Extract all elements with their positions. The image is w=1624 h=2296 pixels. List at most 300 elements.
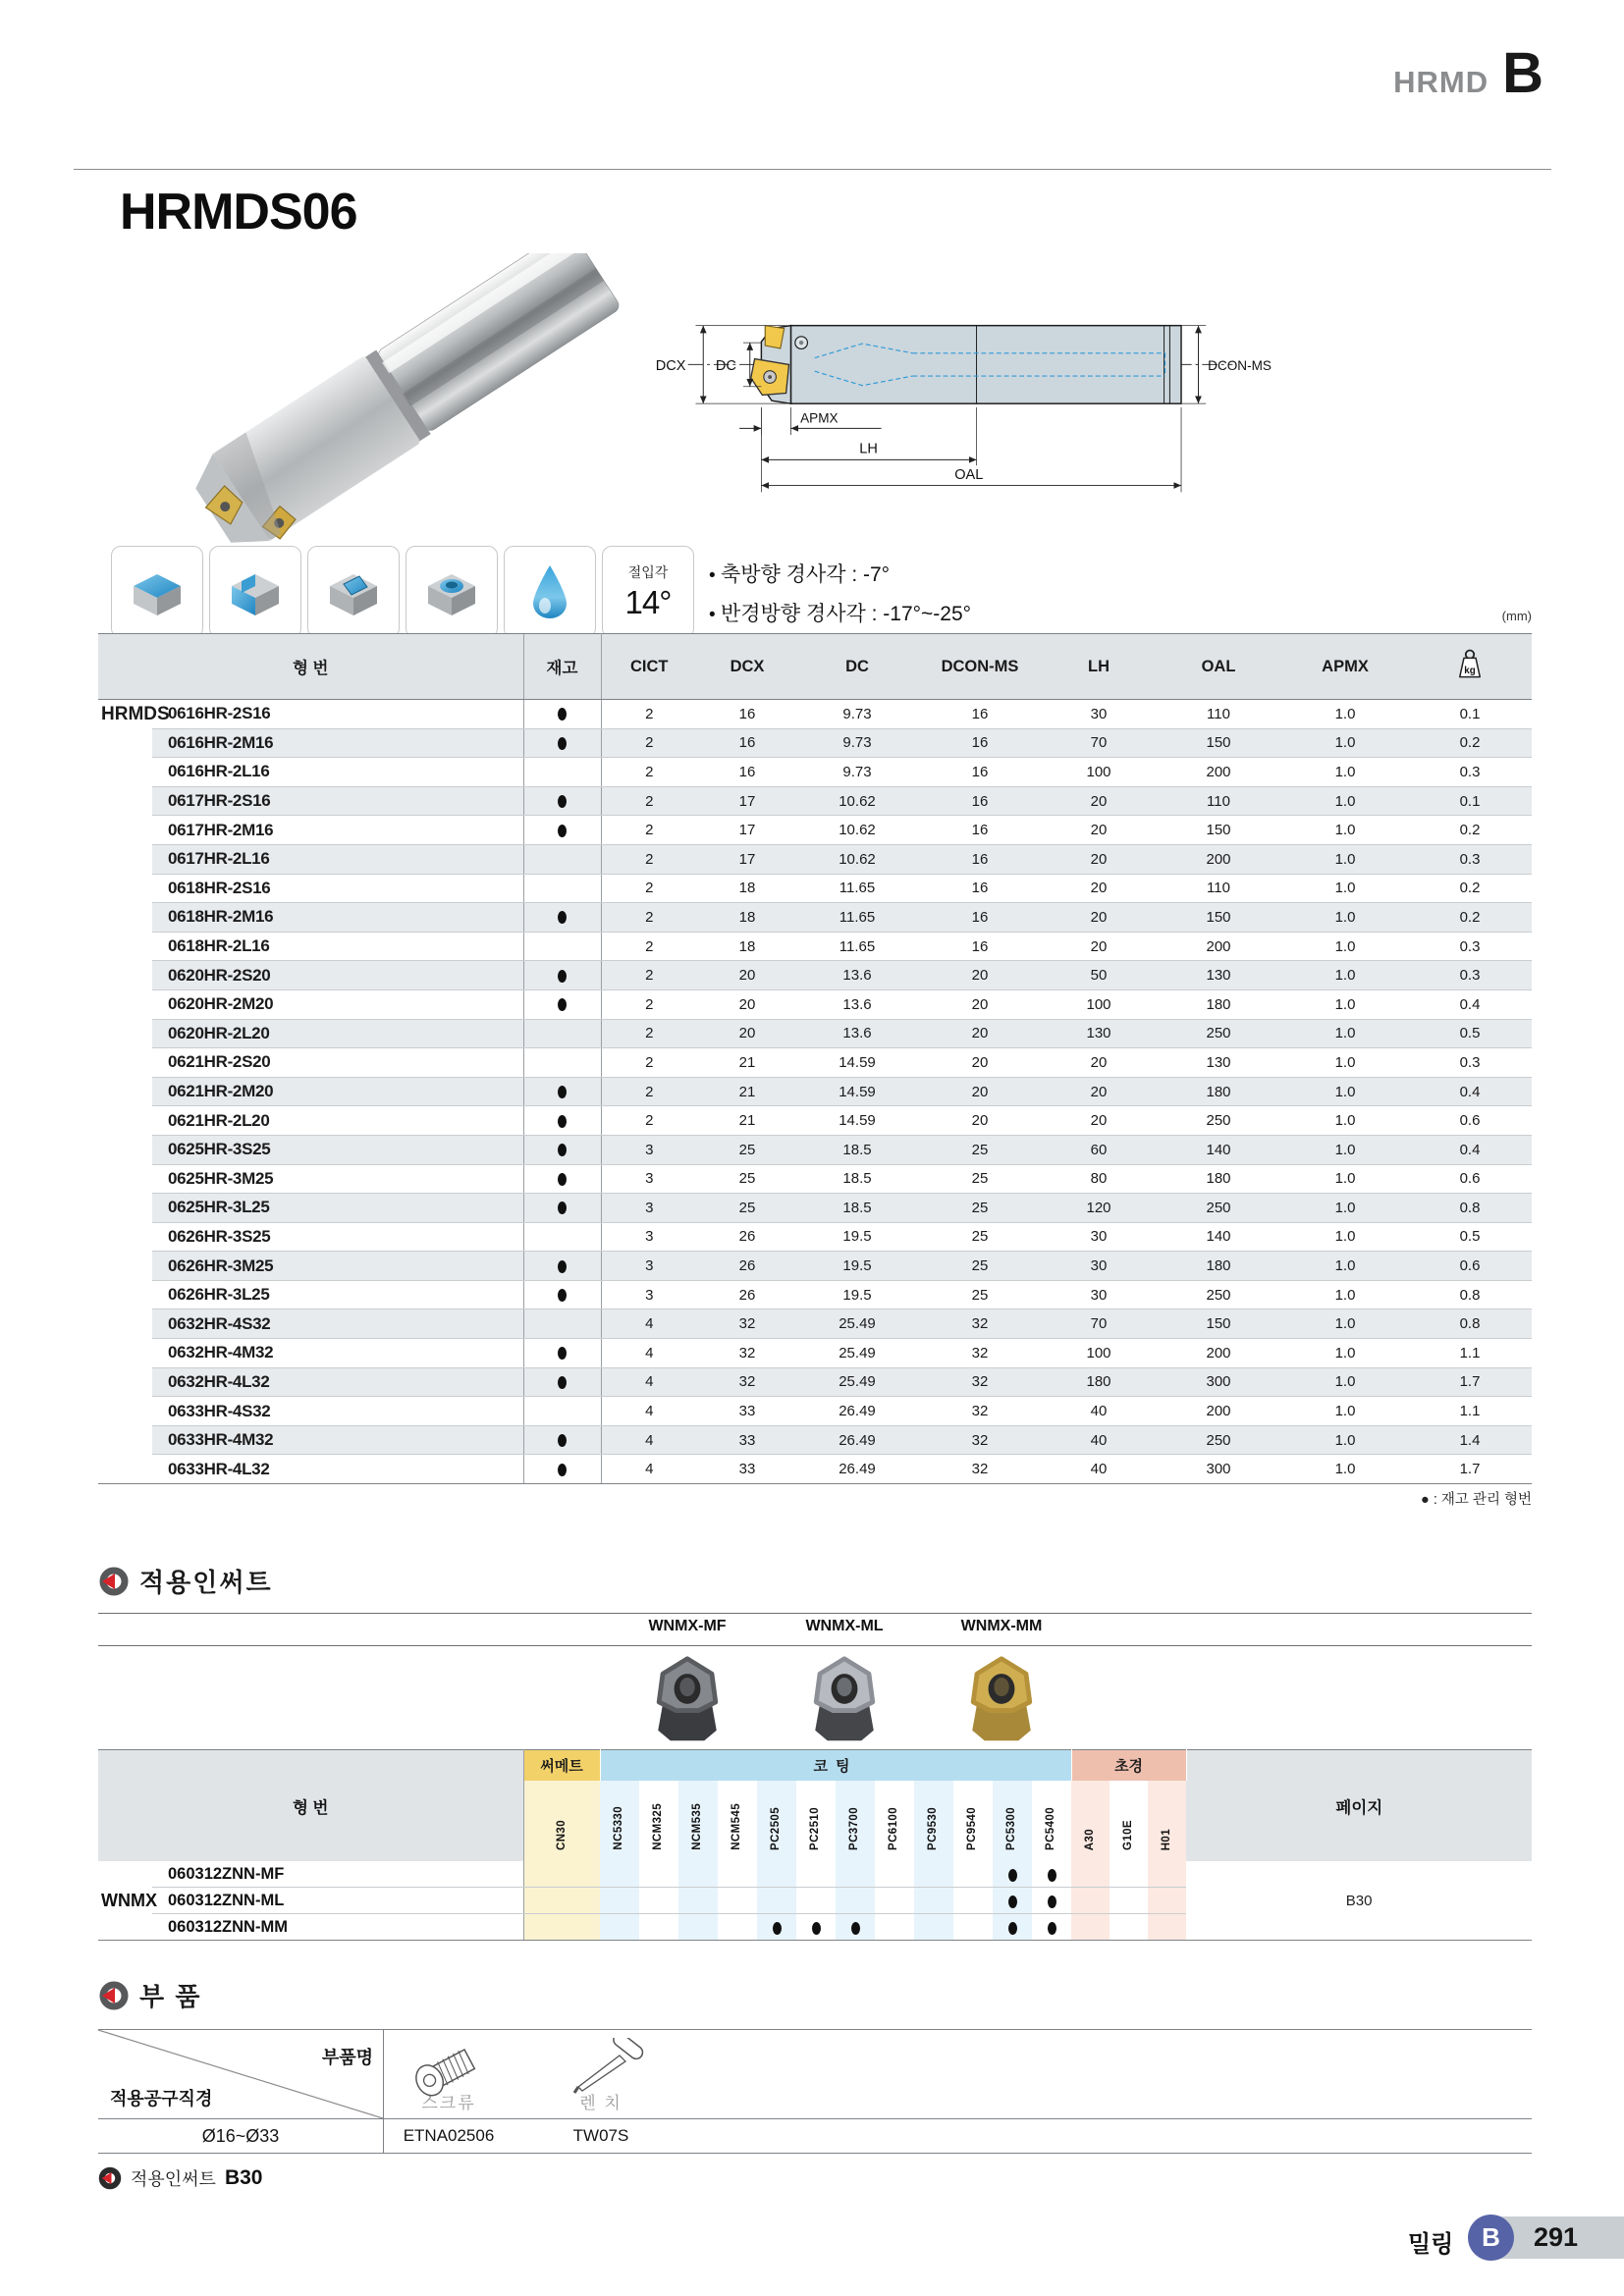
spec-value: 1.0	[1282, 961, 1408, 990]
spec-value: 10.62	[797, 816, 917, 845]
group-carbide: 초경	[1071, 1750, 1186, 1782]
header-stock: 재고	[523, 634, 601, 700]
spec-value: 300	[1155, 1455, 1282, 1484]
stock-cell	[523, 932, 601, 961]
spec-value: 16	[917, 903, 1043, 933]
spec-value: 3	[601, 1222, 697, 1252]
divider	[98, 2118, 1532, 2119]
spec-value: 1.0	[1282, 1455, 1408, 1484]
model-number: 0616HR-2M16	[152, 728, 523, 758]
stock-dot	[558, 1434, 567, 1447]
header-dc: DC	[797, 634, 917, 700]
spec-header-row	[98, 634, 1532, 700]
model-number: 0620HR-2L20	[152, 1019, 523, 1048]
availability-cell	[1071, 1861, 1110, 1888]
spec-value: 16	[697, 700, 797, 729]
spec-value: 2	[601, 786, 697, 816]
spec-row	[98, 989, 1532, 1019]
stock-cell	[523, 1339, 601, 1368]
insert-section-heading	[98, 1563, 273, 1599]
footer-page-number: 291	[1534, 2222, 1579, 2252]
availability-cell	[718, 1861, 757, 1888]
grade-column-header: PC9530	[914, 1781, 953, 1861]
model-number: 0632HR-4M32	[152, 1339, 523, 1368]
series-label	[98, 816, 152, 845]
spec-value: 19.5	[797, 1222, 917, 1252]
spec-value: 20	[1043, 1077, 1155, 1106]
availability-cell	[1071, 1888, 1110, 1914]
spec-value: 11.65	[797, 903, 917, 933]
spec-value: 180	[1155, 1252, 1282, 1281]
series-label	[98, 1222, 152, 1252]
insert-photo-wnmx-mm	[950, 1653, 1053, 1747]
spec-value: 0.4	[1408, 1135, 1532, 1164]
spec-value: 1.0	[1282, 1135, 1408, 1164]
availability-cell	[600, 1888, 639, 1914]
diameter-header: 적용공구직경	[110, 2089, 213, 2109]
series-label	[98, 932, 152, 961]
spec-value: 26.49	[797, 1425, 917, 1455]
availability-cell	[523, 1861, 600, 1888]
label-oal: OAL	[954, 466, 984, 483]
spec-value: 3	[601, 1135, 697, 1164]
spec-value: 130	[1155, 961, 1282, 990]
spec-value: 1.0	[1282, 932, 1408, 961]
footer-section-letter: B	[1482, 2222, 1500, 2252]
spec-value: 26	[697, 1222, 797, 1252]
availability-cell	[678, 1914, 718, 1941]
spec-value: 14.59	[797, 1048, 917, 1078]
spec-value: 1.0	[1282, 1339, 1408, 1368]
stock-cell	[523, 700, 601, 729]
series-label	[98, 728, 152, 758]
doc-header	[1393, 41, 1543, 105]
spec-value: 18.5	[797, 1135, 917, 1164]
spec-value: 18	[697, 874, 797, 903]
spec-value: 1.0	[1282, 1048, 1408, 1078]
availability-cell	[718, 1914, 757, 1941]
stock-cell	[523, 1309, 601, 1339]
stock-cell	[523, 1194, 601, 1223]
grade-column-header: PC5400	[1045, 1807, 1057, 1850]
face-milling-icon	[126, 561, 189, 623]
spec-value: 20	[917, 1106, 1043, 1136]
spec-value: 0.8	[1408, 1309, 1532, 1339]
spec-value: 0.8	[1408, 1280, 1532, 1309]
spec-value: 21	[697, 1048, 797, 1078]
spec-value: 25.49	[797, 1367, 917, 1397]
stock-cell	[523, 1077, 601, 1106]
stock-cell	[523, 1425, 601, 1455]
stock-dot	[558, 1376, 567, 1389]
spec-value: 30	[1043, 1222, 1155, 1252]
spec-value: 20	[1043, 844, 1155, 874]
spec-value: 180	[1155, 1164, 1282, 1194]
spec-value: 32	[917, 1397, 1043, 1426]
spec-value: 0.6	[1408, 1252, 1532, 1281]
application-icon-coolant	[504, 546, 596, 638]
series-label	[98, 1048, 152, 1078]
model-number: 0618HR-2L16	[152, 932, 523, 961]
insert-name-mf: WNMX-MF	[648, 1618, 727, 1634]
spec-value: 18	[697, 932, 797, 961]
application-icon-slot	[307, 546, 400, 638]
spec-row	[98, 1455, 1532, 1484]
spec-value: 200	[1155, 1339, 1282, 1368]
stock-cell	[523, 786, 601, 816]
spec-value: 20	[697, 989, 797, 1019]
spec-value: 26.49	[797, 1397, 917, 1426]
availability-cell	[639, 1861, 678, 1888]
stock-cell	[523, 1135, 601, 1164]
spec-value: 1.0	[1282, 1194, 1408, 1223]
spec-value: 14.59	[797, 1077, 917, 1106]
spec-value: 110	[1155, 874, 1282, 903]
stock-cell	[523, 728, 601, 758]
availability-cell	[796, 1888, 836, 1914]
stock-cell	[523, 816, 601, 845]
availability-cell	[757, 1914, 796, 1941]
spec-row	[98, 816, 1532, 845]
spec-value: 1.0	[1282, 874, 1408, 903]
insert-section-title: 적용인써트	[139, 1568, 273, 1597]
stock-cell	[523, 1280, 601, 1309]
spec-value: 17	[697, 786, 797, 816]
spec-value: 16	[917, 932, 1043, 961]
availability-cell	[796, 1861, 836, 1888]
spec-value: 3	[601, 1194, 697, 1223]
spec-row	[98, 1425, 1532, 1455]
spec-value: 140	[1155, 1135, 1282, 1164]
spec-value: 1.0	[1282, 816, 1408, 845]
spec-value: 25	[697, 1135, 797, 1164]
spec-value: 25	[917, 1222, 1043, 1252]
spec-value: 0.2	[1408, 903, 1532, 933]
spec-value: 25	[917, 1252, 1043, 1281]
spec-value: 250	[1155, 1425, 1282, 1455]
spec-value: 17	[697, 816, 797, 845]
model-number: 0617HR-2S16	[152, 786, 523, 816]
spec-value: 19.5	[797, 1280, 917, 1309]
group-cermet: 써메트	[523, 1750, 600, 1782]
wrench-part-number: TW07S	[572, 2126, 629, 2145]
group-coating: 코팅	[600, 1750, 1071, 1782]
spec-value: 30	[1043, 1280, 1155, 1309]
insert-header-model: 형 번	[98, 1750, 523, 1862]
spec-value: 180	[1043, 1367, 1155, 1397]
page-title: HRMDS06	[120, 184, 357, 240]
spec-value: 2	[601, 903, 697, 933]
spec-value: 16	[917, 844, 1043, 874]
stock-cell	[523, 989, 601, 1019]
spec-value: 180	[1155, 989, 1282, 1019]
spec-value: 200	[1155, 932, 1282, 961]
spec-value: 2	[601, 758, 697, 787]
spec-value: 26	[697, 1280, 797, 1309]
spec-value: 110	[1155, 700, 1282, 729]
spec-value: 120	[1043, 1194, 1155, 1223]
section-bullet-icon	[98, 1566, 130, 1597]
spec-value: 2	[601, 816, 697, 845]
header-cict: CICT	[601, 634, 697, 700]
stock-dot	[558, 1144, 567, 1156]
spec-value: 25	[697, 1194, 797, 1223]
spec-value: 1.0	[1282, 1280, 1408, 1309]
header-dcx: DCX	[697, 634, 797, 700]
series-label	[98, 1339, 152, 1368]
availability-cell	[993, 1888, 1032, 1914]
spec-value: 16	[917, 816, 1043, 845]
header-oal: OAL	[1155, 634, 1282, 700]
spec-value: 32	[917, 1455, 1043, 1484]
spec-value: 1.0	[1282, 844, 1408, 874]
availability-cell	[993, 1861, 1032, 1888]
spec-row	[98, 1048, 1532, 1078]
spec-value: 1.0	[1282, 728, 1408, 758]
availability-cell	[757, 1861, 796, 1888]
spec-value: 0.3	[1408, 844, 1532, 874]
spec-value: 0.3	[1408, 758, 1532, 787]
stock-note: ● : 재고 관리 형번	[1421, 1492, 1532, 1508]
spec-value: 10.62	[797, 786, 917, 816]
spec-value: 40	[1043, 1425, 1155, 1455]
spec-value: 1.7	[1408, 1367, 1532, 1397]
spec-value: 2	[601, 932, 697, 961]
spec-value: 4	[601, 1397, 697, 1426]
spec-value: 33	[697, 1397, 797, 1426]
spec-value: 14.59	[797, 1106, 917, 1136]
series-label	[98, 1280, 152, 1309]
spec-value: 2	[601, 989, 697, 1019]
spec-value: 20	[917, 1019, 1043, 1048]
spec-value: 0.3	[1408, 932, 1532, 961]
label-apmx: APMX	[800, 410, 839, 426]
entry-angle-box	[602, 546, 694, 638]
spec-value: 4	[601, 1367, 697, 1397]
series-label	[98, 786, 152, 816]
spec-value: 1.0	[1282, 903, 1408, 933]
spec-value: 20	[1043, 874, 1155, 903]
spec-value: 0.6	[1408, 1164, 1532, 1194]
spec-value: 16	[697, 758, 797, 787]
spec-value: 13.6	[797, 989, 917, 1019]
stock-cell	[523, 1397, 601, 1426]
spec-row	[98, 903, 1532, 933]
label-dcon-ms: DCON-MS	[1208, 358, 1272, 374]
insert-model-number: 060312ZNN-MF	[152, 1861, 523, 1888]
grade-column-header: NCM545	[731, 1803, 743, 1850]
spec-value: 1.4	[1408, 1425, 1532, 1455]
spec-value: 19.5	[797, 1252, 917, 1281]
spec-row	[98, 932, 1532, 961]
series-label	[98, 1252, 152, 1281]
part-name-header: 부품명	[321, 2048, 373, 2067]
stock-dot	[558, 998, 567, 1011]
stock-dot	[558, 1173, 567, 1186]
spec-value: 1.0	[1282, 700, 1408, 729]
availability-cell	[953, 1888, 993, 1914]
divider	[98, 1613, 1532, 1614]
model-number: 0617HR-2L16	[152, 844, 523, 874]
spec-value: 1.0	[1282, 1425, 1408, 1455]
series-label	[98, 1135, 152, 1164]
stock-cell	[523, 1252, 601, 1281]
spec-value: 1.0	[1282, 1164, 1408, 1194]
spec-value: 1.0	[1282, 989, 1408, 1019]
spec-value: 30	[1043, 1252, 1155, 1281]
availability-dot	[812, 1922, 821, 1935]
stock-cell	[523, 844, 601, 874]
spec-value: 1.0	[1282, 758, 1408, 787]
diameter-range: Ø16~Ø33	[201, 2126, 280, 2146]
spec-value: 4	[601, 1425, 697, 1455]
model-number: 0625HR-3L25	[152, 1194, 523, 1223]
stock-cell	[523, 874, 601, 903]
spec-value: 0.3	[1408, 961, 1532, 990]
availability-dot	[1008, 1869, 1017, 1882]
spec-value: 1.0	[1282, 1106, 1408, 1136]
availability-cell	[875, 1888, 914, 1914]
series-label	[98, 758, 152, 787]
spec-table	[98, 633, 1532, 1484]
spec-value: 32	[697, 1367, 797, 1397]
spec-value: 16	[917, 786, 1043, 816]
spec-value: 1.0	[1282, 1222, 1408, 1252]
spec-value: 9.73	[797, 728, 917, 758]
grade-column-header: PC2510	[809, 1807, 822, 1850]
insert-model-number: 060312ZNN-ML	[152, 1888, 523, 1914]
spec-value: 2	[601, 961, 697, 990]
entry-angle-label: 절입각	[627, 564, 669, 580]
spec-value: 20	[1043, 1048, 1155, 1078]
spec-row	[98, 1339, 1532, 1368]
spec-value: 16	[917, 728, 1043, 758]
stock-cell	[523, 1106, 601, 1136]
cutting-angle-notes	[709, 556, 971, 634]
availability-cell	[875, 1914, 914, 1941]
spec-value: 4	[601, 1309, 697, 1339]
stock-cell	[523, 1222, 601, 1252]
availability-cell	[1032, 1914, 1071, 1941]
spec-value: 1.0	[1282, 1077, 1408, 1106]
label-lh: LH	[859, 441, 878, 457]
spec-value: 1.0	[1282, 1397, 1408, 1426]
spec-value: 200	[1155, 844, 1282, 874]
header-lh: LH	[1043, 634, 1155, 700]
svg-text:kg: kg	[1464, 665, 1476, 676]
section-bullet-icon	[98, 1980, 130, 2011]
spec-row	[98, 1367, 1532, 1397]
spec-row	[98, 1019, 1532, 1048]
slot-milling-icon	[322, 561, 385, 623]
spec-value: 26.49	[797, 1455, 917, 1484]
spec-value: 32	[917, 1367, 1043, 1397]
weight-kg-icon	[1456, 648, 1484, 680]
series-label	[98, 874, 152, 903]
availability-cell	[1071, 1914, 1110, 1941]
header-weight	[1408, 634, 1532, 700]
parts-section-heading	[98, 1977, 201, 2013]
series-label	[98, 844, 152, 874]
spec-value: 32	[917, 1339, 1043, 1368]
availability-dot	[1008, 1896, 1017, 1908]
footer-section-badge	[1468, 2215, 1514, 2261]
label-dcx: DCX	[655, 358, 686, 375]
spec-value: 150	[1155, 816, 1282, 845]
availability-dot	[1048, 1922, 1056, 1935]
spec-value: 0.5	[1408, 1222, 1532, 1252]
spec-value: 18.5	[797, 1164, 917, 1194]
spec-value: 3	[601, 1164, 697, 1194]
stock-dot	[558, 737, 567, 750]
series-label: HRMDS	[98, 700, 152, 729]
stock-dot	[558, 1260, 567, 1273]
spec-row	[98, 1194, 1532, 1223]
spec-value: 250	[1155, 1194, 1282, 1223]
grade-column-header: NCM535	[678, 1781, 718, 1861]
availability-cell	[1110, 1914, 1148, 1941]
spec-value: 25	[917, 1135, 1043, 1164]
model-number: 0625HR-3S25	[152, 1135, 523, 1164]
insert-ref-label: 적용인써트	[131, 2169, 216, 2189]
grade-column-header: CN30	[523, 1781, 600, 1861]
availability-cell	[836, 1888, 875, 1914]
coolant-drop-icon	[518, 561, 581, 623]
screw-label: 스크류	[421, 2094, 476, 2112]
stock-dot	[558, 970, 567, 983]
series-label	[98, 1455, 152, 1484]
insert-name-mm: WNMX-MM	[960, 1618, 1043, 1634]
insert-availability-table	[98, 1749, 1532, 1941]
spec-value: 21	[697, 1106, 797, 1136]
grade-column-header: PC3700	[836, 1781, 875, 1861]
stock-cell	[523, 758, 601, 787]
spec-row	[98, 1106, 1532, 1136]
spec-value: 0.4	[1408, 989, 1532, 1019]
note-radial-angle: • 반경방향 경사각 : -17°~-25°	[709, 595, 971, 634]
spec-value: 3	[601, 1280, 697, 1309]
availability-dot	[1008, 1922, 1017, 1935]
model-number: 0616HR-2L16	[152, 758, 523, 787]
spec-value: 0.5	[1408, 1019, 1532, 1048]
availability-dot	[1048, 1896, 1056, 1908]
series-label	[98, 1077, 152, 1106]
spec-row	[98, 961, 1532, 990]
spec-value: 32	[917, 1425, 1043, 1455]
grade-column-header: PC6100	[888, 1807, 900, 1850]
spec-value: 150	[1155, 903, 1282, 933]
availability-cell	[953, 1861, 993, 1888]
series-label	[98, 903, 152, 933]
spec-value: 40	[1043, 1397, 1155, 1426]
availability-dot	[773, 1922, 782, 1935]
spec-value: 20	[917, 961, 1043, 990]
availability-cell	[678, 1888, 718, 1914]
spec-row	[98, 1135, 1532, 1164]
series-label	[98, 1019, 152, 1048]
spec-value: 20	[1043, 1106, 1155, 1136]
dimension-drawing	[648, 283, 1276, 504]
spec-row	[98, 1164, 1532, 1194]
title-rule	[74, 169, 1551, 170]
spec-value: 2	[601, 700, 697, 729]
spec-value: 2	[601, 728, 697, 758]
stock-dot	[558, 795, 567, 808]
series-label	[98, 1194, 152, 1223]
spec-value: 150	[1155, 728, 1282, 758]
spec-value: 9.73	[797, 700, 917, 729]
spec-value: 0.6	[1408, 1106, 1532, 1136]
